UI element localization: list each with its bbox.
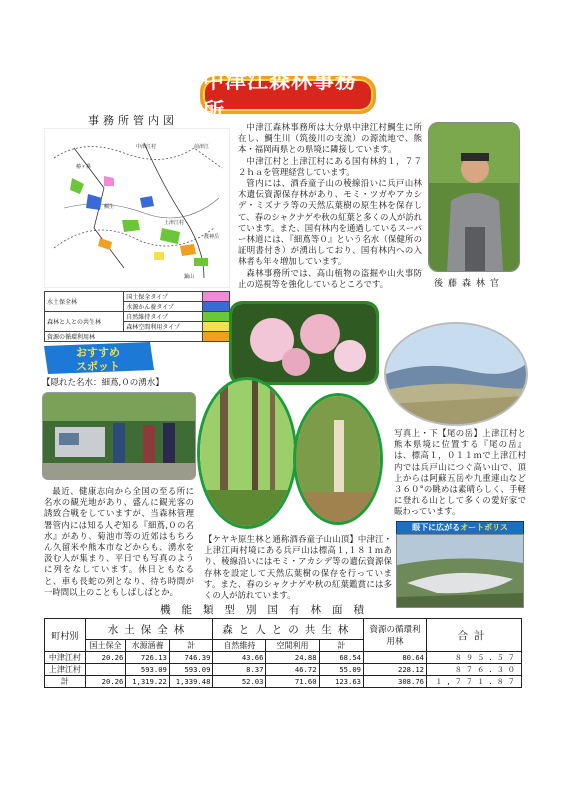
row-name: 上津江村 [45, 664, 86, 676]
legend-type: 国土保全タイプ [124, 292, 203, 302]
table-row [45, 664, 522, 676]
onodake-photo [384, 322, 528, 426]
cell-total: ８７６.３０ [427, 664, 522, 676]
legend-group: 水土保全林 [45, 292, 124, 312]
badge-line-2: スポット [76, 360, 120, 373]
col-sub: 計 [319, 640, 363, 652]
cell: 228.12 [364, 664, 427, 676]
rhododendron-photo [232, 304, 376, 382]
cell: 68.54 [319, 652, 363, 664]
table-row [45, 676, 522, 688]
legend-group: 森林と人との共生林 [45, 312, 124, 332]
intro-paragraph: 森林事務所では、高山植物の盗掘や山火事防止の巡視等を強化しているところです。 [238, 267, 422, 289]
cell [85, 664, 126, 676]
recommended-spot-badge [40, 340, 158, 376]
map-place-6: 渡神岳 [204, 234, 220, 240]
intro-paragraph: 管内には、酒呑童子山の稜線沿いに兵戸山林木遺伝資源保存林があり、モミ・ツガやアカシデ・ミズナラ等の天然広葉樹の原生林を保存して、春のシャクナゲや秋の紅葉と多くの人が訪れています。また、国有林内を通過しているスーパー林道には、『細蔦等０』という名水（保健所の証明書付き）が湧出しており、国有林内への入林者も年々増加しています。 [238, 178, 422, 267]
cell: 20.26 [85, 676, 126, 688]
col-group-resource: 資源の循環利用林 [364, 619, 427, 652]
map-place-2: 上津江村 [164, 220, 185, 226]
intro-text [238, 122, 422, 290]
cell-total: １,７７１.８７ [427, 676, 522, 688]
row-name: 中津江村 [45, 652, 86, 664]
page-title-text: 中津江森林事務所 [203, 69, 357, 123]
cell: 726.13 [126, 652, 170, 664]
cell: 20.26 [85, 652, 126, 664]
map-place-4: 椿ヶ鼻 [76, 164, 92, 170]
area-table [44, 618, 522, 688]
map-place-1: 中津江村 [136, 144, 157, 150]
cell: 55.09 [319, 664, 363, 676]
badge-line-1: おすすめ [75, 346, 121, 359]
legend-type: 森林空間利用タイプ [124, 322, 203, 332]
col-group-symbiosis: 森と人との共生林 [213, 619, 364, 640]
legend-group: 資源の循環利用林 [45, 332, 203, 342]
keyaki-forest-photo [200, 380, 294, 526]
district-map [44, 128, 230, 288]
cell: 593.09 [169, 664, 213, 676]
intro-paragraph: 中津江森林事務所は大分県中津江村鯛生に所在し、鯛生川（筑後川の支流）の源流地で、熊本・福岡両県との県境に隣接しています。 [238, 122, 422, 155]
legend-swatch-yellow [203, 322, 230, 332]
cell: 746.39 [169, 652, 213, 664]
map-place-0: 鯛生 [104, 204, 115, 210]
map-heading: 事務所管内図 [88, 114, 178, 127]
legend-swatch-blue [203, 302, 230, 312]
cell: 52.03 [213, 676, 266, 688]
cell: 24.88 [266, 652, 319, 664]
map-legend [44, 291, 230, 339]
cell-total: ８９５.５７ [427, 652, 522, 664]
col-sub: 自然維持 [213, 640, 266, 652]
col-sub: 計 [169, 640, 213, 652]
legend-swatch-green [203, 312, 230, 322]
officer-caption: 後藤森林官 [434, 279, 505, 289]
officer-photo [428, 122, 520, 272]
map-place-3: 前津江 [194, 144, 210, 150]
autopolis-photo [396, 534, 524, 608]
water-text: 最近、健康志向から全国の至る所に名水の観光地があり、盛んに観光客の誘致合戦をしていますが、当森林管理署管内には知る人ぞ知る『細蔦,０の名水』があり、菊池市等の近郊はもちろん久留米や熊本市などからも、湧水を汲む人が集まり、平日でも写真のように列をなしています。休日ともなると、車も長蛇の列となり、待ち時間が一時間以上のこともしばしばとか。 [44, 486, 194, 597]
cell: 593.09 [126, 664, 170, 676]
spring-water-photo [42, 392, 196, 480]
legend-type: 水源かん養タイプ [124, 302, 203, 312]
table-row [45, 652, 522, 664]
legend-swatch-orange [203, 332, 230, 342]
legend-type: 自然維持タイプ [124, 312, 203, 322]
area-table-title: 機能類型別国有林面積 [160, 604, 375, 616]
page-title [200, 69, 376, 123]
water-heading: 【隠れた名水：細蔦,０の湧水】 [42, 378, 164, 388]
cell: 1,339.48 [169, 676, 213, 688]
cell: 80.64 [364, 652, 427, 664]
col-group-soil: 水土保全林 [85, 619, 213, 640]
col-town: 町村別 [45, 619, 86, 652]
col-sub: 国土保全 [85, 640, 126, 652]
row-name: 計 [45, 676, 86, 688]
autopolis-label-highlight: オートポリス [460, 523, 508, 532]
cell: 46.72 [266, 664, 319, 676]
col-sub: 水源涵養 [126, 640, 170, 652]
autopolis-label-prefix: 眼下に広がる [412, 523, 461, 532]
autopolis-label [396, 521, 524, 535]
intro-paragraph: 中津江村と上津江村にある国有林約１，７７２ｈａを管理経営しています。 [238, 155, 422, 177]
onodake-text: 写真上・下【尾の岳】上津江村と熊本県境に位置する『尾の岳』は、標高１，０１１ｍで上津江村内では兵戸山につぐ高い山で、頂上からは阿蘇五岳や九重連山など３６０°の眺めは素晴らしく、手軽に登れる山として多くの愛好家で賑わっています。 [394, 428, 526, 517]
legend-row [45, 312, 230, 322]
cell: 308.76 [364, 676, 427, 688]
col-sub: 空間利用 [266, 640, 319, 652]
cell: 123.63 [319, 676, 363, 688]
cell: 71.60 [266, 676, 319, 688]
cell: 1,319.22 [126, 676, 170, 688]
map-place-5: 鍋山 [184, 274, 195, 280]
col-group-total: 合計 [427, 619, 522, 652]
legend-row [45, 292, 230, 302]
keyaki-text: 【ケヤキ原生林と通称酒呑童子山山頂】中津江・上津江両村境にある兵戸山は標高１,１８１ｍあり、稜線沿いにはモミ・アカシデ等の遺伝資源保存林を設定して天然広葉樹の保存を行っています。また、春のシャクナゲや秋の紅葉鑑賞には多くの人が訪れています。 [204, 534, 392, 601]
legend-swatch-pink [203, 292, 230, 302]
summit-sign-photo [296, 396, 380, 522]
cell: 8.37 [213, 664, 266, 676]
cell: 43.66 [213, 652, 266, 664]
